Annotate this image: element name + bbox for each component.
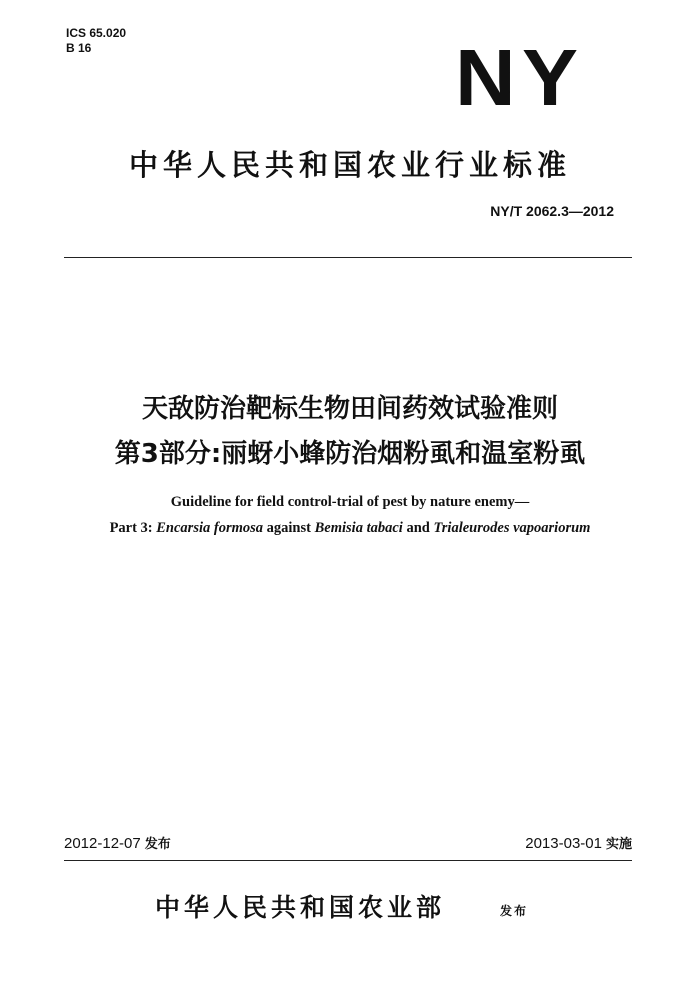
- species-name: Trialeurodes vapoariorum: [433, 520, 591, 536]
- issue-date: [64, 833, 171, 852]
- standard-category-title: 中华人民共和国农业行业标准: [128, 148, 571, 182]
- title-en-part: Part 3:: [109, 520, 157, 536]
- title-en-word: against: [263, 520, 315, 536]
- issuing-ministry: 中华人民共和国农业部: [155, 893, 446, 922]
- title-en-line1: Guideline for field control-trial of pest by nature enemy—: [170, 494, 530, 510]
- species-name: Bemisia tabaci: [314, 520, 403, 536]
- standard-code: NY/T 2062.3—2012: [490, 203, 614, 219]
- ccs-code: B 16: [66, 41, 92, 55]
- title-en-word: and: [402, 520, 434, 536]
- implementation-date: [525, 833, 632, 852]
- ny-logo: NY: [455, 33, 585, 122]
- title-en-line2: [0, 517, 700, 539]
- classification-codes: [66, 26, 126, 56]
- impl-date-value: 2013-03-01: [525, 835, 602, 852]
- species-name: Encarsia formosa: [156, 520, 264, 536]
- title-cn-line1: 天敌防治靶标生物田间药效试验准则: [141, 394, 558, 424]
- title-cn-line2: 第3部分:丽蚜小蜂防治烟粉虱和温室粉虱: [114, 439, 586, 469]
- impl-date-label: 实施: [605, 837, 632, 852]
- header-divider: [64, 257, 632, 258]
- footer-divider: [64, 860, 632, 861]
- ministry-issue-label: 发布: [500, 904, 529, 918]
- issue-date-label: 发布: [144, 837, 171, 852]
- ics-code: ICS 65.020: [66, 26, 127, 40]
- issue-date-value: 2012-12-07: [64, 835, 141, 852]
